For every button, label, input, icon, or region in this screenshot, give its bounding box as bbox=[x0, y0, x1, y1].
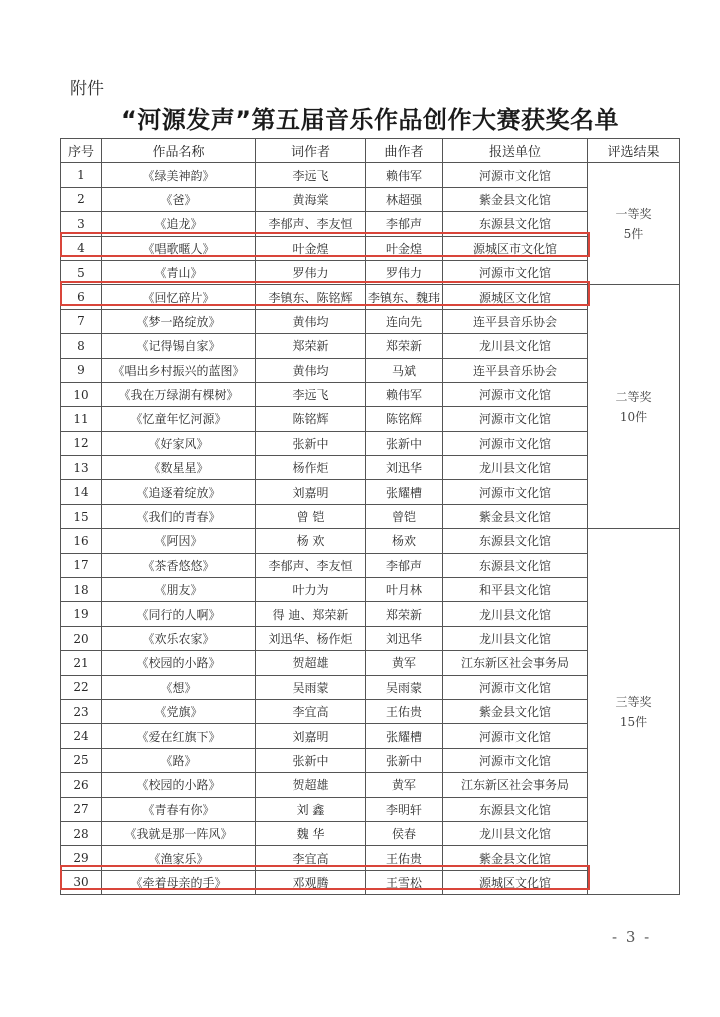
cell-unit: 和平县文化馆 bbox=[443, 578, 588, 602]
page-number: - 3 - bbox=[612, 928, 652, 946]
cell-unit: 连平县音乐协会 bbox=[443, 309, 588, 333]
award-level: 二等奖 bbox=[615, 389, 652, 404]
cell-lyricist: 杨 欢 bbox=[256, 529, 366, 553]
cell-work: 《校园的小路》 bbox=[102, 651, 256, 675]
cell-work: 《想》 bbox=[102, 675, 256, 699]
award-count: 5件 bbox=[623, 226, 644, 241]
cell-unit: 源城区文化馆 bbox=[443, 285, 588, 309]
cell-work: 《爱在红旗下》 bbox=[102, 724, 256, 748]
table-body bbox=[61, 163, 680, 895]
table-row bbox=[61, 724, 680, 748]
cell-lyricist: 魏 华 bbox=[256, 821, 366, 845]
cell-unit: 紫金县文化馆 bbox=[443, 504, 588, 528]
cell-composer: 罗伟力 bbox=[366, 260, 443, 284]
cell-unit: 东源县文化馆 bbox=[443, 529, 588, 553]
cell-unit: 江东新区社会事务局 bbox=[443, 651, 588, 675]
cell-lyricist: 李宜高 bbox=[256, 699, 366, 723]
cell-composer: 赖伟军 bbox=[366, 163, 443, 187]
table-row bbox=[61, 846, 680, 870]
cell-composer: 侯春 bbox=[366, 821, 443, 845]
cell-lyricist: 罗伟力 bbox=[256, 260, 366, 284]
cell-lyricist: 邓观腾 bbox=[256, 870, 366, 894]
cell-composer: 连向先 bbox=[366, 309, 443, 333]
cell-composer: 叶金煌 bbox=[366, 236, 443, 260]
cell-unit: 河源市文化馆 bbox=[443, 480, 588, 504]
cell-composer: 张新中 bbox=[366, 748, 443, 772]
cell-unit: 龙川县文化馆 bbox=[443, 334, 588, 358]
cell-work: 《渔家乐》 bbox=[102, 846, 256, 870]
cell-no: 9 bbox=[61, 358, 102, 382]
cell-lyricist: 陈铭辉 bbox=[256, 407, 366, 431]
cell-composer: 郑荣新 bbox=[366, 602, 443, 626]
cell-lyricist: 郑荣新 bbox=[256, 334, 366, 358]
cell-no: 19 bbox=[61, 602, 102, 626]
cell-composer: 黄军 bbox=[366, 651, 443, 675]
cell-composer: 杨欢 bbox=[366, 529, 443, 553]
cell-lyricist: 贺超雄 bbox=[256, 773, 366, 797]
cell-unit: 东源县文化馆 bbox=[443, 212, 588, 236]
cell-work: 《欢乐农家》 bbox=[102, 626, 256, 650]
cell-unit: 河源市文化馆 bbox=[443, 748, 588, 772]
cell-lyricist: 李宜高 bbox=[256, 846, 366, 870]
cell-composer: 吴雨蒙 bbox=[366, 675, 443, 699]
cell-no: 1 bbox=[61, 163, 102, 187]
cell-no: 4 bbox=[61, 236, 102, 260]
table-row bbox=[61, 358, 680, 382]
table-row bbox=[61, 456, 680, 480]
cell-unit: 紫金县文化馆 bbox=[443, 846, 588, 870]
cell-work: 《阿因》 bbox=[102, 529, 256, 553]
cell-unit: 河源市文化馆 bbox=[443, 407, 588, 431]
cell-composer: 林超强 bbox=[366, 187, 443, 211]
cell-no: 13 bbox=[61, 456, 102, 480]
cell-no: 10 bbox=[61, 382, 102, 406]
table-row bbox=[61, 773, 680, 797]
cell-unit: 河源市文化馆 bbox=[443, 431, 588, 455]
cell-work: 《忆童年忆河源》 bbox=[102, 407, 256, 431]
cell-lyricist: 张新中 bbox=[256, 431, 366, 455]
cell-no: 18 bbox=[61, 578, 102, 602]
cell-no: 26 bbox=[61, 773, 102, 797]
column-header-no: 序号 bbox=[61, 139, 102, 163]
cell-no: 21 bbox=[61, 651, 102, 675]
cell-work: 《我在万绿湖有棵树》 bbox=[102, 382, 256, 406]
cell-result bbox=[588, 529, 680, 895]
cell-composer: 张耀槽 bbox=[366, 724, 443, 748]
cell-work: 《同行的人啊》 bbox=[102, 602, 256, 626]
column-header-work: 作品名称 bbox=[102, 139, 256, 163]
cell-composer: 叶月林 bbox=[366, 578, 443, 602]
cell-lyricist: 曾 铠 bbox=[256, 504, 366, 528]
cell-no: 8 bbox=[61, 334, 102, 358]
cell-lyricist: 刘嘉明 bbox=[256, 480, 366, 504]
table-row bbox=[61, 382, 680, 406]
cell-unit: 河源市文化馆 bbox=[443, 163, 588, 187]
table-row bbox=[61, 163, 680, 187]
cell-lyricist: 杨作炬 bbox=[256, 456, 366, 480]
award-level: 三等奖 bbox=[615, 694, 652, 709]
cell-unit: 龙川县文化馆 bbox=[443, 821, 588, 845]
table-row bbox=[61, 236, 680, 260]
cell-work: 《追逐着绽放》 bbox=[102, 480, 256, 504]
cell-result bbox=[588, 285, 680, 529]
cell-work: 《爸》 bbox=[102, 187, 256, 211]
cell-work: 《校园的小路》 bbox=[102, 773, 256, 797]
cell-work: 《记得锡自家》 bbox=[102, 334, 256, 358]
table-row bbox=[61, 431, 680, 455]
table-row bbox=[61, 651, 680, 675]
cell-unit: 河源市文化馆 bbox=[443, 382, 588, 406]
cell-work: 《好家风》 bbox=[102, 431, 256, 455]
cell-work: 《追龙》 bbox=[102, 212, 256, 236]
cell-lyricist: 黄海棠 bbox=[256, 187, 366, 211]
cell-no: 11 bbox=[61, 407, 102, 431]
cell-lyricist: 叶力为 bbox=[256, 578, 366, 602]
cell-lyricist: 贺超雄 bbox=[256, 651, 366, 675]
cell-no: 24 bbox=[61, 724, 102, 748]
award-count: 15件 bbox=[619, 714, 648, 729]
cell-work: 《回忆碎片》 bbox=[102, 285, 256, 309]
cell-lyricist: 李镇东、陈铭辉 bbox=[256, 285, 366, 309]
cell-no: 22 bbox=[61, 675, 102, 699]
cell-work: 《朋友》 bbox=[102, 578, 256, 602]
cell-no: 16 bbox=[61, 529, 102, 553]
cell-no: 17 bbox=[61, 553, 102, 577]
cell-lyricist: 张新中 bbox=[256, 748, 366, 772]
cell-unit: 东源县文化馆 bbox=[443, 797, 588, 821]
table-row bbox=[61, 578, 680, 602]
table-row bbox=[61, 626, 680, 650]
cell-no: 7 bbox=[61, 309, 102, 333]
cell-unit: 河源市文化馆 bbox=[443, 724, 588, 748]
cell-work: 《茶香悠悠》 bbox=[102, 553, 256, 577]
cell-result bbox=[588, 163, 680, 285]
table-row bbox=[61, 870, 680, 894]
cell-work: 《数星星》 bbox=[102, 456, 256, 480]
cell-work: 《牵着母亲的手》 bbox=[102, 870, 256, 894]
table-row bbox=[61, 212, 680, 236]
attachment-label: 附件 bbox=[70, 79, 104, 99]
cell-no: 15 bbox=[61, 504, 102, 528]
cell-no: 27 bbox=[61, 797, 102, 821]
cell-unit: 龙川县文化馆 bbox=[443, 456, 588, 480]
cell-composer: 马斌 bbox=[366, 358, 443, 382]
cell-unit: 东源县文化馆 bbox=[443, 553, 588, 577]
table-row bbox=[61, 675, 680, 699]
award-level: 一等奖 bbox=[615, 206, 652, 221]
cell-composer: 王佑贵 bbox=[366, 699, 443, 723]
cell-work: 《唱歌暱人》 bbox=[102, 236, 256, 260]
table-row bbox=[61, 334, 680, 358]
cell-lyricist: 李郁声、李友恒 bbox=[256, 553, 366, 577]
cell-composer: 李郁声 bbox=[366, 212, 443, 236]
cell-lyricist: 刘嘉明 bbox=[256, 724, 366, 748]
table-row bbox=[61, 797, 680, 821]
cell-no: 12 bbox=[61, 431, 102, 455]
cell-lyricist: 得 迪、郑荣新 bbox=[256, 602, 366, 626]
cell-lyricist: 李远飞 bbox=[256, 382, 366, 406]
table-row bbox=[61, 529, 680, 553]
award-count: 10件 bbox=[619, 409, 648, 424]
cell-unit: 河源市文化馆 bbox=[443, 260, 588, 284]
column-header-result: 评选结果 bbox=[588, 139, 680, 163]
cell-no: 30 bbox=[61, 870, 102, 894]
cell-work: 《青山》 bbox=[102, 260, 256, 284]
cell-no: 3 bbox=[61, 212, 102, 236]
table-row bbox=[61, 309, 680, 333]
table-row bbox=[61, 187, 680, 211]
cell-work: 《青春有你》 bbox=[102, 797, 256, 821]
cell-composer: 黄军 bbox=[366, 773, 443, 797]
cell-composer: 张耀槽 bbox=[366, 480, 443, 504]
cell-lyricist: 李郁声、李友恒 bbox=[256, 212, 366, 236]
cell-lyricist: 刘迅华、杨作炬 bbox=[256, 626, 366, 650]
cell-lyricist: 叶金煌 bbox=[256, 236, 366, 260]
cell-no: 23 bbox=[61, 699, 102, 723]
table-row bbox=[61, 480, 680, 504]
cell-composer: 郑荣新 bbox=[366, 334, 443, 358]
cell-no: 2 bbox=[61, 187, 102, 211]
cell-work: 《路》 bbox=[102, 748, 256, 772]
column-header-composer: 曲作者 bbox=[366, 139, 443, 163]
cell-unit: 紫金县文化馆 bbox=[443, 187, 588, 211]
cell-composer: 赖伟军 bbox=[366, 382, 443, 406]
cell-composer: 王雪松 bbox=[366, 870, 443, 894]
cell-unit: 江东新区社会事务局 bbox=[443, 773, 588, 797]
table-row bbox=[61, 553, 680, 577]
cell-composer: 李郁声 bbox=[366, 553, 443, 577]
table-row bbox=[61, 407, 680, 431]
table-row bbox=[61, 748, 680, 772]
cell-composer: 张新中 bbox=[366, 431, 443, 455]
cell-unit: 河源市文化馆 bbox=[443, 675, 588, 699]
cell-no: 14 bbox=[61, 480, 102, 504]
column-header-lyricist: 词作者 bbox=[256, 139, 366, 163]
cell-lyricist: 黄伟均 bbox=[256, 358, 366, 382]
table-row bbox=[61, 504, 680, 528]
document-title: “河源发声”第五届音乐作品创作大赛获奖名单 bbox=[120, 106, 620, 134]
cell-lyricist: 刘 鑫 bbox=[256, 797, 366, 821]
table-row bbox=[61, 821, 680, 845]
cell-composer: 曾铠 bbox=[366, 504, 443, 528]
cell-composer: 刘迅华 bbox=[366, 456, 443, 480]
table-row bbox=[61, 260, 680, 284]
cell-work: 《我就是那一阵风》 bbox=[102, 821, 256, 845]
cell-no: 5 bbox=[61, 260, 102, 284]
cell-work: 《我们的青春》 bbox=[102, 504, 256, 528]
cell-composer: 王佑贵 bbox=[366, 846, 443, 870]
cell-composer: 李镇东、魏玮 bbox=[366, 285, 443, 309]
cell-work: 《梦一路绽放》 bbox=[102, 309, 256, 333]
cell-no: 25 bbox=[61, 748, 102, 772]
cell-work: 《党旗》 bbox=[102, 699, 256, 723]
cell-no: 29 bbox=[61, 846, 102, 870]
table-row bbox=[61, 699, 680, 723]
cell-no: 28 bbox=[61, 821, 102, 845]
cell-composer: 陈铭辉 bbox=[366, 407, 443, 431]
table-header-row bbox=[61, 139, 680, 163]
cell-unit: 龙川县文化馆 bbox=[443, 602, 588, 626]
cell-work: 《唱出乡村振兴的蓝图》 bbox=[102, 358, 256, 382]
cell-unit: 紫金县文化馆 bbox=[443, 699, 588, 723]
cell-work: 《绿美神韵》 bbox=[102, 163, 256, 187]
cell-composer: 李明轩 bbox=[366, 797, 443, 821]
table-row bbox=[61, 602, 680, 626]
cell-lyricist: 李远飞 bbox=[256, 163, 366, 187]
award-table bbox=[60, 138, 680, 895]
column-header-unit: 报送单位 bbox=[443, 139, 588, 163]
cell-lyricist: 吴雨蒙 bbox=[256, 675, 366, 699]
cell-composer: 刘迅华 bbox=[366, 626, 443, 650]
cell-unit: 连平县音乐协会 bbox=[443, 358, 588, 382]
cell-lyricist: 黄伟均 bbox=[256, 309, 366, 333]
cell-no: 6 bbox=[61, 285, 102, 309]
cell-no: 20 bbox=[61, 626, 102, 650]
cell-unit: 源城区市文化馆 bbox=[443, 236, 588, 260]
cell-unit: 龙川县文化馆 bbox=[443, 626, 588, 650]
cell-unit: 源城区文化馆 bbox=[443, 870, 588, 894]
table-row bbox=[61, 285, 680, 309]
